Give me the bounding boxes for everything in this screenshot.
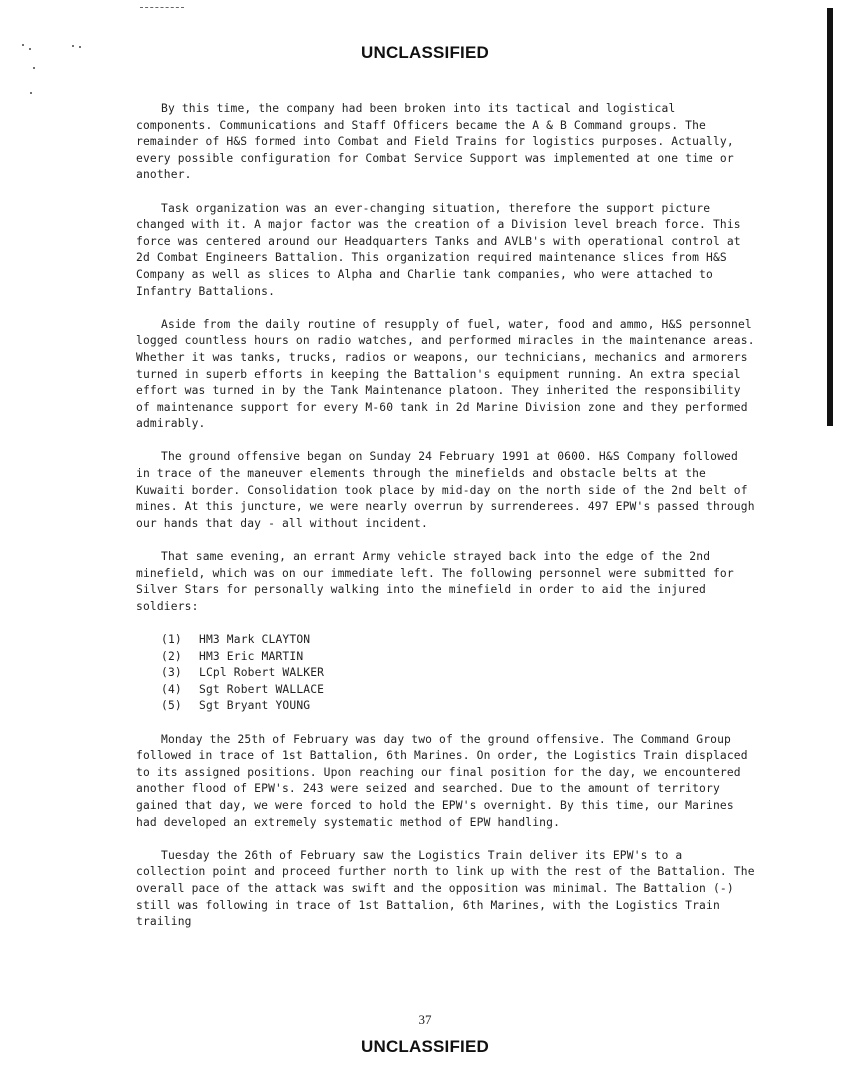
list-item [136, 649, 756, 666]
list-item-number: (3) [161, 666, 182, 680]
silver-star-nominees-list [136, 632, 756, 715]
list-item-number: (1) [161, 633, 182, 646]
list-item-name: HM3 Mark CLAYTON [199, 633, 311, 646]
list-item-name: LCpl Robert WALKER [199, 666, 325, 680]
classification-footer: UNCLASSIFIED [360, 1037, 490, 1056]
paragraph: Tuesday the 26th of February saw the Logistics Train deliver its EPW's to a collection point and proceed further north to link up with the rest of the Battalion. The overall pace of the attack was swift and the opposition was minimal. The Battalion (-) still was following in trace of 1st Battalion, 6th Marines, with the Logistics Train trailing [136, 848, 755, 929]
paragraph: Aside from the daily routine of resupply of fuel, water, food and ammo, H&S personnel logged countless hours on radio watches, and performed miracles in the maintenance areas. Whether it was tanks, trucks, radios or weapons, our technicians, mechanics and armorers turned in superb efforts in keeping the Battalion's equipment running. An extra special effort was turned in by the Tank Maintenance platoon. They inherited the responsibility of maintenance support for every M-60 tank in 2d Marine Division zone and they performed admirably. [136, 317, 755, 431]
list-item-name: Sgt Bryant YOUNG [199, 699, 311, 713]
paragraph: Task organization was an ever-changing situation, therefore the support picture changed with it. A major factor was the creation of a Division level breach force. This force was centered around our Headquarters Tanks and AVLB's with operational control at 2d Combat Engineers Battalion. This organization required maintenance slices from H&S Company as well as slices to Alpha and Charlie tank companies, who were attached to Infantry Battalions. [136, 201, 741, 298]
list-item [136, 665, 756, 682]
scan-speck [33, 67, 35, 69]
body-text [136, 101, 756, 947]
paragraph: The ground offensive began on Sunday 24 February 1991 at 0600. H&S Company followed in trace of the maneuver elements through the minefields and obstacle belts at the Kuwaiti border. Consolidation took place by mid-day on the north side of the 2nd belt of mines. At this juncture, we were nearly overrun by surrenderees. 497 EPW's passed through our hands that day - all without incident. [136, 450, 755, 530]
paragraph: That same evening, an errant Army vehicle strayed back into the edge of the 2nd minefield, which was on our immediate left. The following personnel were submitted for Silver Stars for personally walking into the minefield in order to aid the injured soldiers: [136, 550, 734, 613]
list-item [136, 682, 756, 699]
classification-header: UNCLASSIFIED [360, 43, 490, 62]
scan-speck [30, 92, 32, 94]
list-item-number: (4) [161, 682, 182, 696]
scan-edge-bar [827, 8, 833, 426]
list-item-name: Sgt Robert WALLACE [199, 682, 325, 696]
list-item-number: (5) [161, 699, 182, 713]
list-item [136, 698, 756, 715]
paragraph: By this time, the company had been broken into its tactical and logistical components. Communications and Staff Officers became the A & B Command groups. The remainder of H&S formed into Combat and Field Trains for logistics purposes. Actually, every possible configuration for Combat Service Support was implemented at one time or another. [136, 102, 734, 182]
list-item-number: (2) [161, 649, 182, 663]
paragraph: Monday the 25th of February was day two of the ground offensive. The Command Group followed in trace of 1st Battalion, 6th Marines. On order, the Logistics Train displaced to its assigned positions. Upon reaching our final position for the day, we encountered another flood of EPW's. 243 were seized and searched. Due to the amount of territory gained that day, we were forced to hold the EPW's overnight. By this time, our Marines had developed an extremely systematic method of EPW handling. [136, 732, 748, 829]
page-number: 37 [418, 1012, 432, 1027]
list-item-name: HM3 Eric MARTIN [199, 649, 304, 663]
list-item [136, 632, 756, 649]
scan-mark [140, 7, 184, 8]
